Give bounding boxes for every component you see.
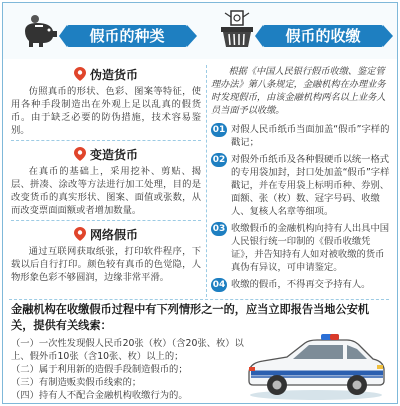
divider: [11, 220, 201, 222]
type-title: 伪造货币: [89, 67, 138, 82]
report-title: 金融机构在收缴假币过程中有下列情形之一的，应当立即报告当地公安机关，提供有关线索：: [11, 302, 370, 332]
map-pin-icon: [74, 147, 86, 161]
report-item: （二）属于利用新的造假手段制造假币的；: [11, 364, 188, 375]
step-text: 对假外币纸币及各种假硬币以统一格式的专用袋加封，封口处加盖“假币”字样戳记，并在专用袋上标明币种、券别、面额、张（枚）数、冠字号码、收缴人、复核人名章等细项。: [231, 154, 390, 217]
piggy-bank-icon: [21, 11, 61, 51]
types-banner: 假币的种类: [67, 25, 187, 47]
type-forged: [11, 65, 201, 137]
collection-step: [211, 278, 391, 292]
report-item: （四）持有人不配合金融机构收缴行为的。: [11, 390, 188, 401]
collection-intro: 根据《中国人民银行假币收缴、鉴定管理办法》第八条规定，金融机构在办理业务时发现假币，由该金融机构两名以上业务人员当面予以收缴。: [211, 66, 386, 116]
step-number: 04: [212, 280, 226, 290]
infographic-frame: [2, 2, 398, 404]
collection-banner: 假币的收缴: [263, 25, 383, 47]
police-car-icon: [243, 329, 389, 401]
type-altered: [11, 145, 201, 217]
type-body: 通过互联网获取纸张，打印软件程序，下载以后自行打印。颜色较有真币的色觉隐，人物形象色彩不够圆润，边缘非常平滑。: [11, 246, 201, 283]
map-pin-icon: [74, 67, 86, 81]
money-basket-icon: [217, 9, 259, 51]
collection-step: [211, 123, 391, 149]
step-text: 收缴的假币，不得再交予持有人。: [231, 279, 371, 290]
column-divider: [206, 65, 208, 297]
step-number: 02: [212, 155, 226, 165]
type-title: 变造货币: [89, 147, 138, 162]
step-number: 01: [212, 125, 226, 135]
report-list: [11, 337, 251, 402]
step-text: 对假人民币纸币当面加盖“假币”字样的戳记；: [231, 124, 390, 148]
divider: [11, 140, 201, 142]
report-item: （三）有制造贩卖假币线索的；: [11, 377, 142, 388]
report-item: （一）一次性发现假人民币20张（枚）（含20张、枚）以上、假外币10张（含10张、枚）以上的；: [11, 338, 244, 362]
type-title: 网络假币: [89, 227, 138, 242]
collection-column: [211, 65, 391, 296]
step-number: 03: [212, 224, 226, 234]
collection-step: [211, 222, 391, 274]
map-pin-icon: [74, 227, 86, 241]
collection-step: [211, 153, 391, 218]
section-divider: [9, 299, 389, 300]
type-online: [11, 225, 201, 284]
types-column: [11, 65, 201, 286]
header: [3, 3, 397, 59]
type-body: 仿照真币的形状、色彩、图案等特征，使用各种手段制造出在外观上足以乱真的假货币。由于缺乏必要的防伪措施，技术容易鉴别。: [11, 86, 201, 136]
step-text: 收缴假币的金融机构向持有人出具中国人民银行统一印制的《假币收缴凭证》，并告知持有人如对被收缴的货币真伪有异议，可申请鉴定。: [231, 223, 390, 273]
type-body: 在真币的基础上，采用挖补、剪贴、揭层、拼凑、涂改等方法进行加工处理，目的是改变货币的真实形状、图案、面值或张数，从而改变票面面额或者增加数量。: [11, 166, 201, 216]
